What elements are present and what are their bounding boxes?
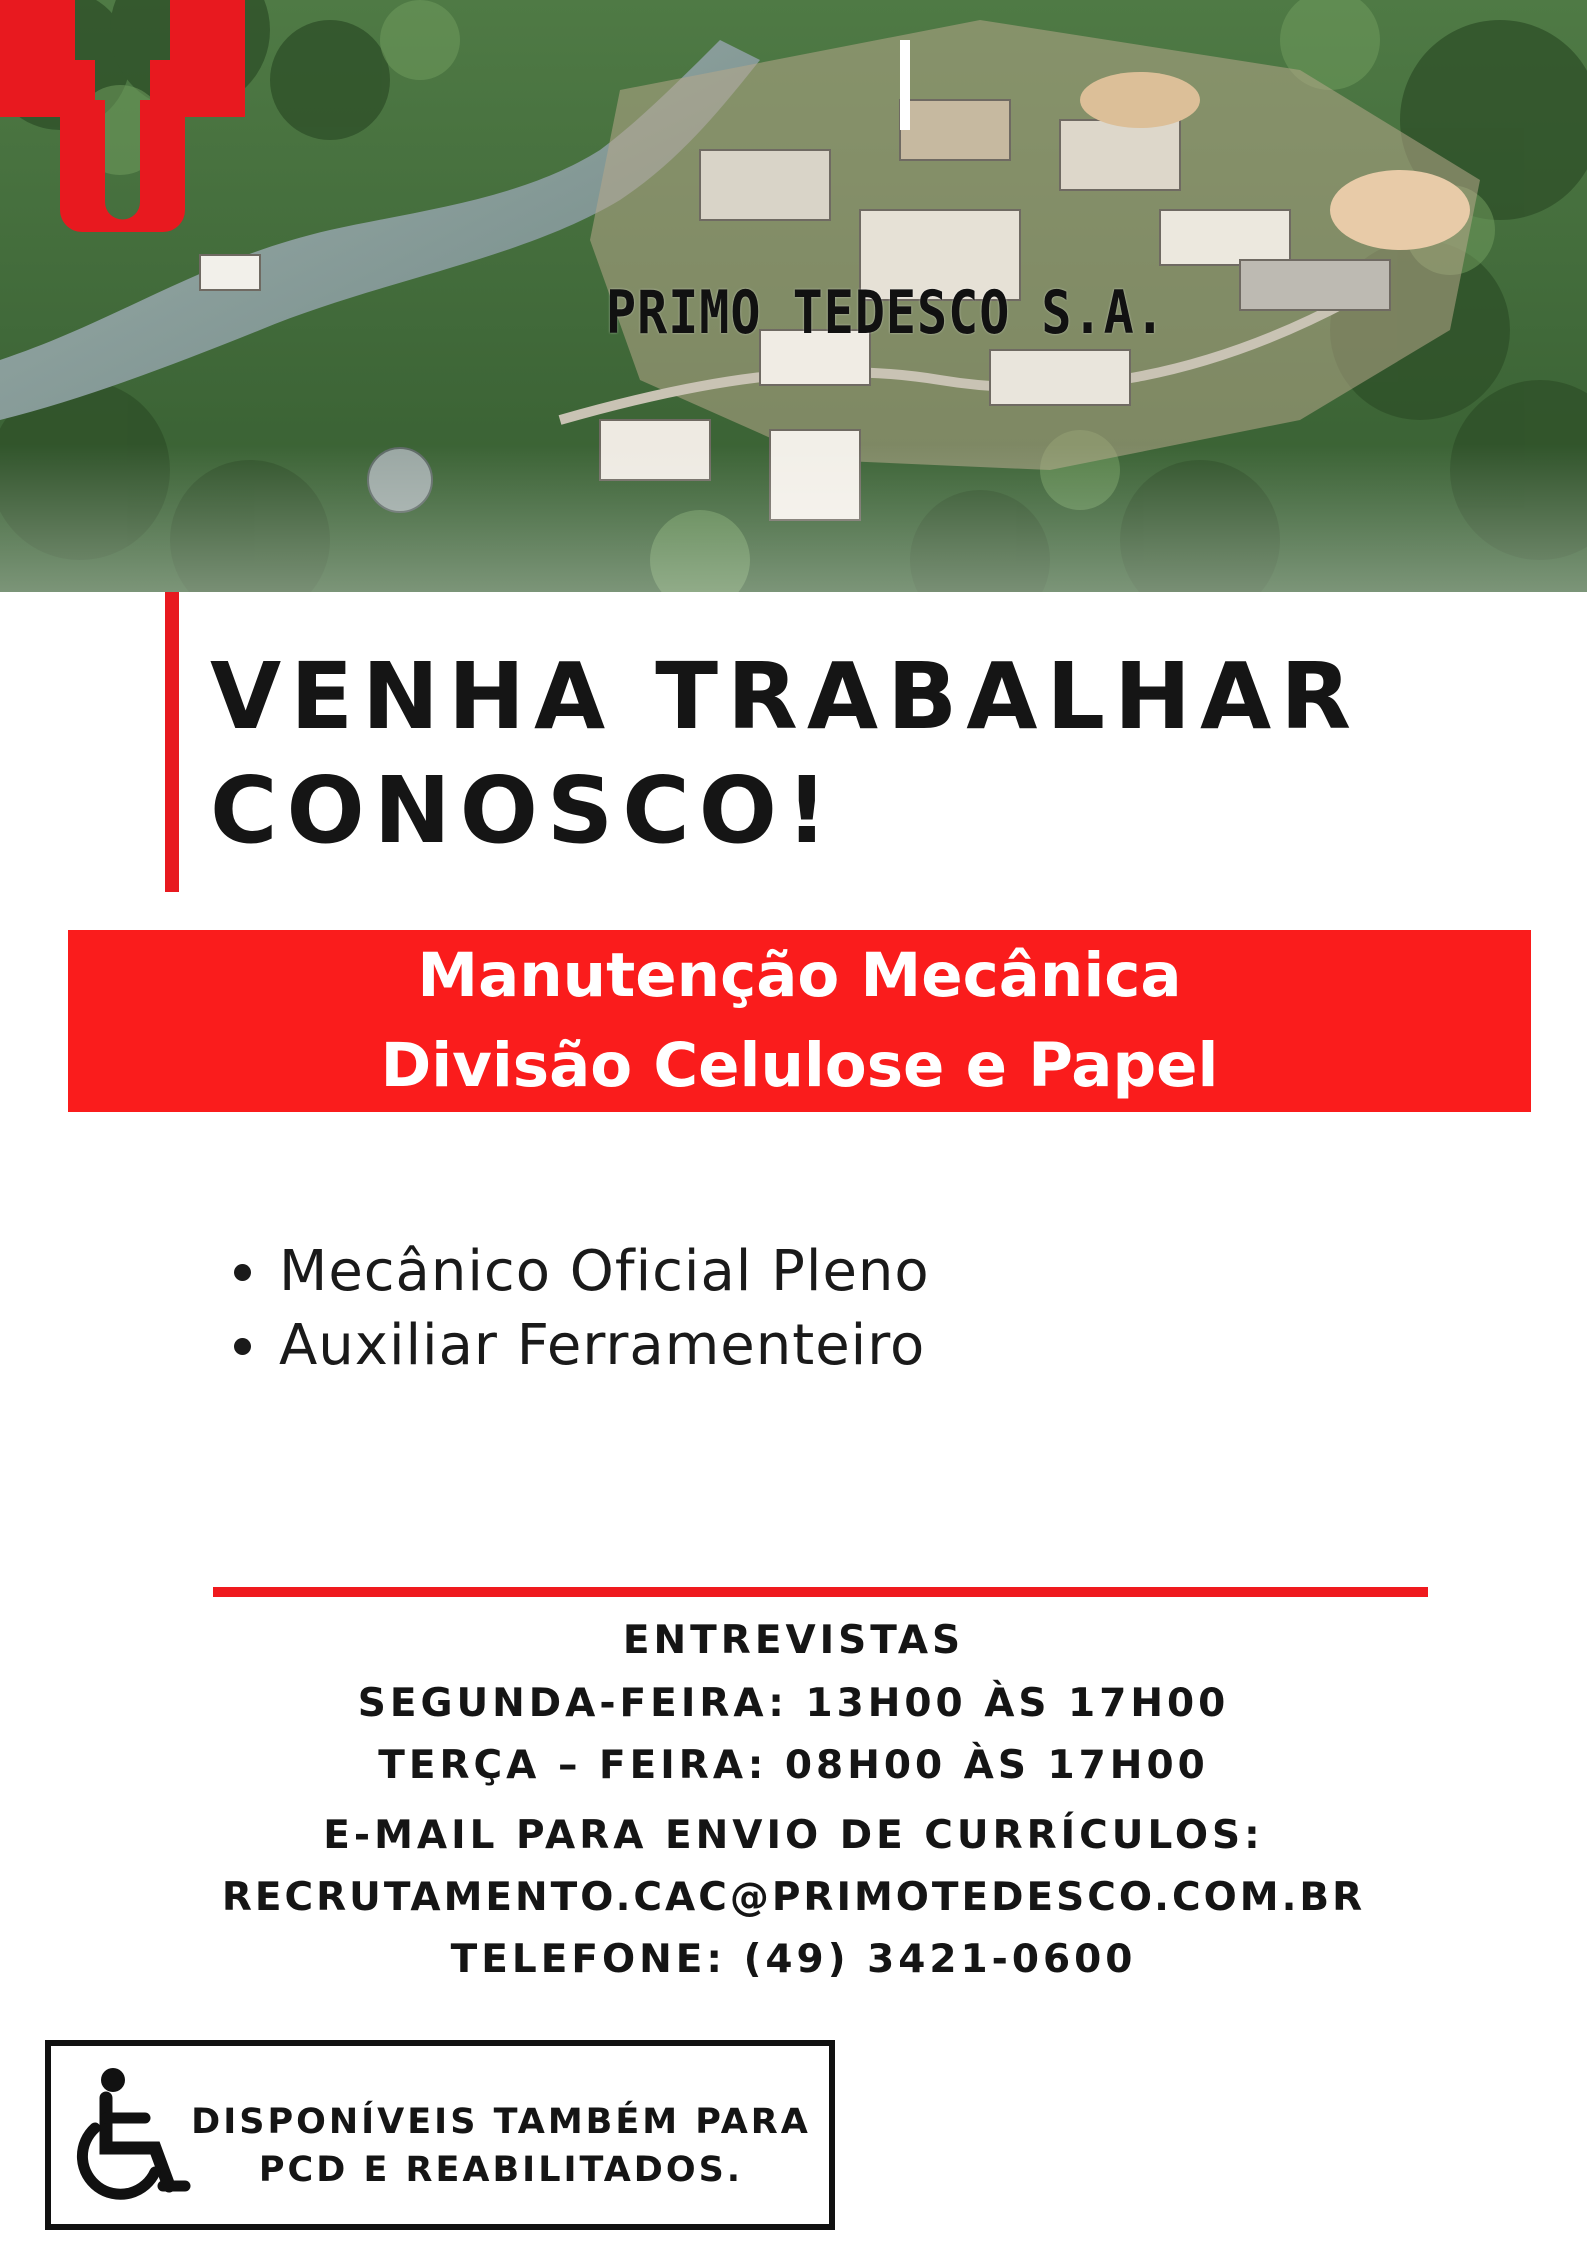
position-label: Auxiliar Ferramenteiro [279, 1313, 926, 1378]
schedule-line: SEGUNDA-FEIRA: 13H00 ÀS 17H00 [357, 1681, 1230, 1726]
headline-line-1: VENHA TRABALHAR [210, 643, 1361, 750]
email-label: E-MAIL PARA ENVIO DE CURRÍCULOS: [323, 1813, 1264, 1858]
wheelchair-icon [73, 2066, 193, 2206]
bullet-icon [234, 1338, 251, 1355]
email-link[interactable]: RECRUTAMENTO.CAC@PRIMOTEDESCO.COM.BR [221, 1875, 1366, 1920]
job-positions-list [234, 1235, 930, 1383]
contact-info [0, 1805, 1587, 1991]
department-banner [68, 930, 1531, 1112]
division-title: Divisão Celulose e Papel [380, 1030, 1219, 1101]
pcd-text [176, 2098, 826, 2194]
list-item [234, 1309, 930, 1383]
list-item [234, 1235, 930, 1309]
schedule-line: TERÇA – FEIRA: 08H00 ÀS 17H00 [378, 1743, 1209, 1788]
section-divider [213, 1587, 1428, 1597]
interview-schedule [0, 1673, 1587, 1797]
pcd-notice [45, 2040, 835, 2230]
company-name: PRIMO TEDESCO S.A. [606, 278, 1166, 348]
interviews-title: ENTREVISTAS [622, 1618, 965, 1663]
department-title: Manutenção Mecânica [417, 940, 1182, 1011]
pcd-line-1: DISPONÍVEIS TAMBÉM PARA [191, 2102, 811, 2142]
headline [210, 640, 1510, 868]
phone-number: TELEFONE: (49) 3421-0600 [450, 1937, 1137, 1982]
pcd-line-2: PCD E REABILITADOS. [258, 2150, 744, 2190]
primo-tedesco-logo [0, 0, 245, 232]
aerial-photo [0, 0, 1587, 592]
headline-line-2: CONOSCO! [210, 757, 837, 864]
bullet-icon [234, 1264, 251, 1281]
headline-accent-bar [165, 592, 179, 892]
position-label: Mecânico Oficial Pleno [279, 1239, 930, 1304]
